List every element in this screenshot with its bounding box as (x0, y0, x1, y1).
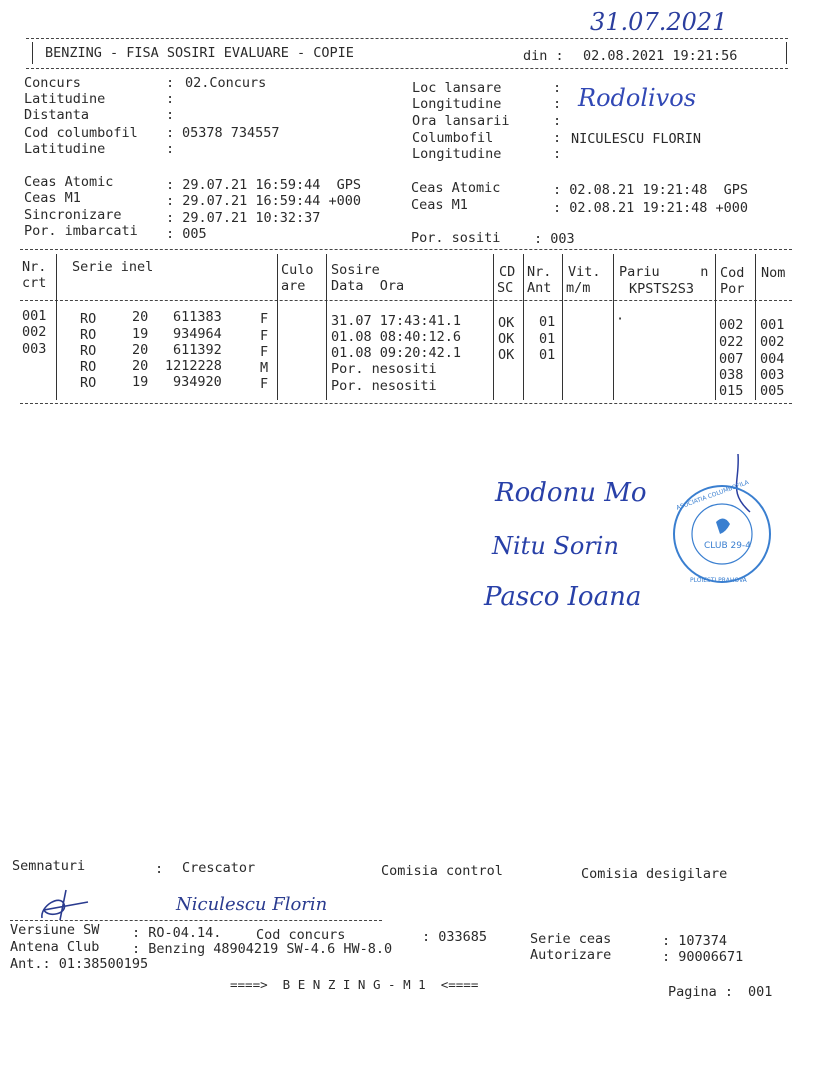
cod-concurs-label: Cod concurs (256, 927, 346, 943)
club-stamp (668, 452, 780, 592)
cell-ant: 01 (539, 331, 556, 347)
antena-value: : Benzing 48904219 SW-4.6 HW-8.0 (132, 941, 393, 957)
versiune-label: Versiune SW (10, 922, 100, 938)
cell-cd: OK (498, 347, 515, 363)
serie-ceas-label: Serie ceas (530, 931, 612, 947)
col-sep (277, 254, 278, 400)
info-right-label: Columbofil (412, 130, 494, 146)
pagina-label: Pagina : (668, 984, 734, 1000)
col-sep (755, 254, 756, 400)
info-left-label: Concurs (24, 75, 81, 91)
svg-text:ASOCIATIA COLUMBOFILA: ASOCIATIA COLUMBOFILA (675, 478, 750, 512)
semnaturi-sep: : (155, 861, 164, 877)
cell-sex: F (260, 344, 269, 360)
clock-left-label: Sincronizare (24, 207, 122, 223)
cell-tara: RO (80, 359, 97, 375)
cell-sosire: 01.08 09:20:42.1 (331, 345, 462, 361)
clock-left-value: : 005 (166, 226, 207, 242)
cell-tara: RO (80, 311, 97, 327)
header-culoare: Culo (281, 262, 314, 278)
clock-right-value: : 02.08.21 19:21:48 GPS (553, 182, 749, 198)
header-cod-por: Cod (720, 265, 745, 281)
cell-nom: 001 (760, 317, 785, 333)
cell-pariu: · (616, 311, 625, 327)
header-cd-sc: CD (499, 264, 516, 280)
clock-right-value: : 003 (534, 231, 575, 247)
cell-inel: 611383 (173, 309, 222, 325)
header-pariu: KPSTS2S3 (629, 281, 695, 297)
col-sep (523, 254, 524, 400)
info-right-sep: : (553, 146, 562, 162)
cell-cod: 022 (719, 334, 744, 350)
info-left-sep: : (166, 91, 175, 107)
cell-inel: 611392 (173, 342, 222, 358)
cell-ant: 01 (539, 347, 556, 363)
info-left-value: 05378 734557 (182, 125, 280, 141)
clock-left-label: Por. imbarcati (24, 223, 138, 239)
clock-right-value: : 02.08.21 19:21:48 +000 (553, 200, 749, 216)
cell-tara: RO (80, 327, 97, 343)
cell-an: 19 (132, 374, 149, 390)
cell-inel: 934920 (173, 374, 222, 390)
col-sep (493, 254, 494, 400)
header-nr-crt: crt (22, 275, 47, 291)
cell-an: 20 (132, 342, 149, 358)
clock-right-label: Por. sositi (411, 230, 501, 246)
crescator-signature: Niculescu Florin (176, 894, 328, 915)
info-right-sep: : (553, 96, 562, 112)
info-right-value: NICULESCU FLORIN (571, 131, 702, 147)
versiune-value: : RO-04.14. (132, 925, 222, 941)
header-nom: Nom (761, 265, 786, 281)
commission-signature: Pasco Ioana (484, 582, 642, 612)
info-left-label: Distanta (24, 107, 90, 123)
info-left-sep: : (166, 141, 175, 157)
cell-ant: 01 (539, 314, 556, 330)
cell-nr: 003 (22, 341, 47, 357)
cell-sex: M (260, 360, 269, 376)
commission-signature: Nitu Sorin (492, 532, 619, 560)
loc-lansare-handwritten: Rodolivos (578, 84, 697, 112)
crescator-label: Crescator (182, 860, 256, 876)
comisia-desigilare-label: Comisia desigilare (581, 866, 728, 882)
cell-an: 19 (132, 326, 149, 342)
cell-cod: 002 (719, 317, 744, 333)
clock-right-label: Ceas M1 (411, 197, 468, 213)
header-nr-ant: Nr. (527, 264, 552, 280)
cell-inel: 1212228 (165, 358, 222, 374)
antena-label: Antena Club (10, 939, 100, 955)
commission-signature: Rodonu Mo (495, 478, 647, 508)
header-bottom-rule (26, 68, 788, 69)
col-sep (613, 254, 614, 400)
info-right-label: Longitudine (412, 96, 502, 112)
info-left-label: Latitudine (24, 91, 106, 107)
header-serie-inel: Serie inel (72, 259, 154, 275)
cell-sex: F (260, 376, 269, 392)
semnaturi-label: Semnaturi (12, 858, 86, 874)
info-right-label: Longitudine (412, 146, 502, 162)
info-right-sep: : (553, 113, 562, 129)
info-left-value: 02.Concurs (185, 75, 267, 91)
crescator-signature-scribble (30, 888, 100, 922)
clock-left-value: : 29.07.21 16:59:44 GPS (166, 177, 362, 193)
cell-nom: 004 (760, 351, 785, 367)
clock-right-label: Ceas Atomic (411, 180, 501, 196)
autorizare-value: : 90006671 (662, 949, 744, 965)
serie-ceas-value: : 107374 (662, 933, 728, 949)
cell-sex: F (260, 311, 269, 327)
header-pariu: Pariu n (619, 264, 709, 280)
header-left-bar (32, 42, 33, 64)
clock-left-label: Ceas M1 (24, 190, 81, 206)
info-right-label: Ora lansarii (412, 113, 510, 129)
header-vit: m/m (566, 280, 591, 296)
cell-sosire: Por. nesositi (331, 378, 437, 394)
table-header-rule (20, 300, 792, 301)
cell-nom: 002 (760, 334, 785, 350)
cell-an: 20 (132, 358, 149, 374)
cell-inel: 934964 (173, 326, 222, 342)
table-bottom-rule (20, 403, 792, 404)
header-cd-sc: SC (497, 280, 514, 296)
info-left-sep: : (166, 107, 175, 123)
cell-tara: RO (80, 375, 97, 391)
svg-text:PLOIESTI PRAHOVA: PLOIESTI PRAHOVA (690, 577, 747, 584)
clock-left-value: : 29.07.21 16:59:44 +000 (166, 193, 362, 209)
brand-line: ====> B E N Z I N G - M 1 <==== (230, 977, 479, 992)
cell-cod: 038 (719, 367, 744, 383)
signature-rule (10, 920, 382, 921)
cell-an: 20 (132, 309, 149, 325)
header-sosire: Sosire (331, 262, 380, 278)
col-sep (326, 254, 327, 400)
header-sosire: Data Ora (331, 278, 405, 294)
info-right-sep: : (553, 130, 562, 146)
col-sep (56, 254, 57, 400)
header-title: BENZING - FISA SOSIRI EVALUARE - COPIE (45, 45, 354, 61)
cell-cod: 015 (719, 383, 744, 399)
cell-cd: OK (498, 315, 515, 331)
autorizare-label: Autorizare (530, 947, 612, 963)
comisia-control-label: Comisia control (381, 863, 503, 879)
cell-sex: F (260, 328, 269, 344)
cell-nr: 001 (22, 308, 47, 324)
clock-left-label: Ceas Atomic (24, 174, 114, 190)
cell-cod: 007 (719, 351, 744, 367)
header-right-bar (786, 42, 787, 64)
col-sep (562, 254, 563, 400)
clock-left-value: : 29.07.21 10:32:37 (166, 210, 321, 226)
antena-line: Ant.: 01:38500195 (10, 956, 149, 972)
col-sep (715, 254, 716, 400)
cell-sosire: Por. nesositi (331, 361, 437, 377)
header-top-rule (26, 38, 788, 39)
cell-cd: OK (498, 331, 515, 347)
header-din-label: din : (523, 48, 564, 64)
header-nr-crt: Nr. (22, 259, 47, 275)
info-left-label: Latitudine (24, 141, 106, 157)
info-right-label: Loc lansare (412, 80, 502, 96)
info-left-sep: : (166, 75, 175, 91)
cell-nom: 003 (760, 367, 785, 383)
cell-tara: RO (80, 343, 97, 359)
cell-nom: 005 (760, 383, 785, 399)
table-top-rule (20, 249, 792, 250)
header-culoare: are (281, 278, 306, 294)
header-vit: Vit. (568, 264, 601, 280)
cell-sosire: 31.07 17:43:41.1 (331, 313, 462, 329)
info-left-sep: : (166, 125, 175, 141)
header-nr-ant: Ant (527, 280, 552, 296)
info-left-label: Cod columbofil (24, 125, 138, 141)
svg-text:CLUB 29-4: CLUB 29-4 (704, 541, 751, 551)
cod-concurs-value: : 033685 (422, 929, 488, 945)
header-din-value: 02.08.2021 19:21:56 (583, 48, 738, 64)
header-cod-por: Por (720, 281, 745, 297)
cell-sosire: 01.08 08:40:12.6 (331, 329, 462, 345)
pagina-value: 001 (748, 984, 773, 1000)
cell-nr: 002 (22, 324, 47, 340)
handwritten-date: 31.07.2021 (590, 8, 728, 36)
info-right-sep: : (553, 80, 562, 96)
